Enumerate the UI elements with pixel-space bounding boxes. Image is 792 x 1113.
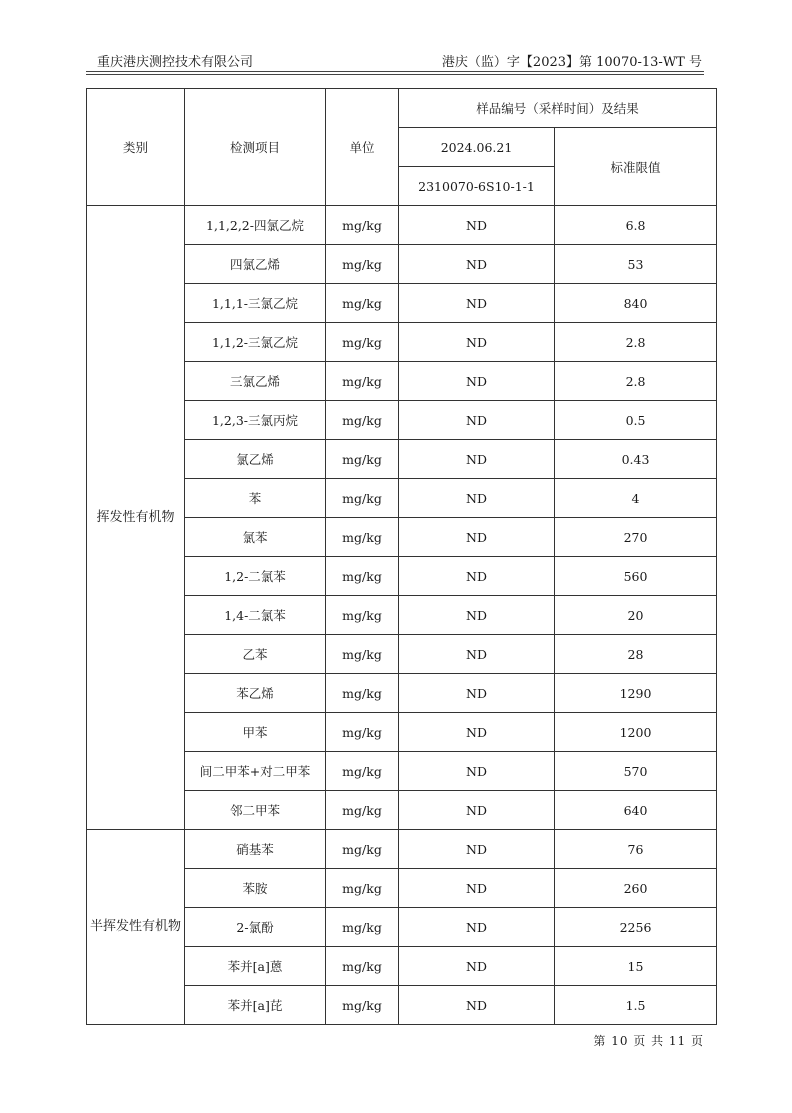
item-cell: 间二甲苯+对二甲苯 [185, 752, 326, 791]
unit-cell: mg/kg [326, 752, 399, 791]
result-cell: ND [399, 986, 555, 1025]
item-cell: 硝基苯 [185, 830, 326, 869]
unit-cell: mg/kg [326, 986, 399, 1025]
item-cell: 甲苯 [185, 713, 326, 752]
limit-cell: 260 [555, 869, 717, 908]
unit-cell: mg/kg [326, 518, 399, 557]
result-cell: ND [399, 908, 555, 947]
limit-cell: 560 [555, 557, 717, 596]
result-cell: ND [399, 206, 555, 245]
limit-cell: 76 [555, 830, 717, 869]
header-unit: 单位 [326, 89, 399, 206]
result-cell: ND [399, 479, 555, 518]
table-row [87, 206, 717, 245]
limit-cell: 28 [555, 635, 717, 674]
result-cell: ND [399, 947, 555, 986]
unit-cell: mg/kg [326, 401, 399, 440]
result-cell: ND [399, 674, 555, 713]
item-cell: 1,4-二氯苯 [185, 596, 326, 635]
limit-cell: 20 [555, 596, 717, 635]
item-cell: 2-氯酚 [185, 908, 326, 947]
limit-cell: 6.8 [555, 206, 717, 245]
limit-cell: 15 [555, 947, 717, 986]
result-cell: ND [399, 518, 555, 557]
unit-cell: mg/kg [326, 713, 399, 752]
limit-cell: 270 [555, 518, 717, 557]
unit-cell: mg/kg [326, 557, 399, 596]
unit-cell: mg/kg [326, 908, 399, 947]
item-cell: 氯乙烯 [185, 440, 326, 479]
unit-cell: mg/kg [326, 362, 399, 401]
limit-cell: 1200 [555, 713, 717, 752]
header-item: 检测项目 [185, 89, 326, 206]
item-cell: 1,1,2,2-四氯乙烷 [185, 206, 326, 245]
unit-cell: mg/kg [326, 596, 399, 635]
result-cell: ND [399, 557, 555, 596]
limit-cell: 2256 [555, 908, 717, 947]
limit-cell: 0.43 [555, 440, 717, 479]
unit-cell: mg/kg [326, 245, 399, 284]
category-cell: 半挥发性有机物 [87, 830, 185, 1025]
limit-cell: 53 [555, 245, 717, 284]
item-cell: 苯胺 [185, 869, 326, 908]
results-table [86, 88, 717, 1025]
result-cell: ND [399, 869, 555, 908]
unit-cell: mg/kg [326, 635, 399, 674]
page-number: 第 10 页 共 11 页 [593, 1034, 704, 1048]
limit-cell: 2.8 [555, 362, 717, 401]
result-cell: ND [399, 713, 555, 752]
company-name: 重庆港庆测控技术有限公司 [97, 55, 254, 70]
item-cell: 1,2,3-三氯丙烷 [185, 401, 326, 440]
unit-cell: mg/kg [326, 791, 399, 830]
header-standard-limit: 标准限值 [555, 128, 717, 206]
item-cell: 邻二甲苯 [185, 791, 326, 830]
unit-cell: mg/kg [326, 284, 399, 323]
item-cell: 氯苯 [185, 518, 326, 557]
result-cell: ND [399, 401, 555, 440]
unit-cell: mg/kg [326, 440, 399, 479]
limit-cell: 0.5 [555, 401, 717, 440]
result-cell: ND [399, 362, 555, 401]
result-cell: ND [399, 791, 555, 830]
header-sample-id: 2310070-6S10-1-1 [399, 167, 555, 206]
unit-cell: mg/kg [326, 869, 399, 908]
limit-cell: 1290 [555, 674, 717, 713]
item-cell: 苯乙烯 [185, 674, 326, 713]
result-cell: ND [399, 596, 555, 635]
limit-cell: 2.8 [555, 323, 717, 362]
item-cell: 四氯乙烯 [185, 245, 326, 284]
header-sample-group: 样品编号（采样时间）及结果 [399, 89, 717, 128]
unit-cell: mg/kg [326, 479, 399, 518]
header-divider-secondary [86, 74, 704, 75]
category-cell: 挥发性有机物 [87, 206, 185, 830]
unit-cell: mg/kg [326, 830, 399, 869]
item-cell: 乙苯 [185, 635, 326, 674]
unit-cell: mg/kg [326, 206, 399, 245]
item-cell: 1,2-二氯苯 [185, 557, 326, 596]
header-divider [86, 71, 704, 72]
item-cell: 三氯乙烯 [185, 362, 326, 401]
result-cell: ND [399, 284, 555, 323]
item-cell: 1,1,2-三氯乙烷 [185, 323, 326, 362]
result-cell: ND [399, 752, 555, 791]
result-cell: ND [399, 323, 555, 362]
report-number: 港庆（监）字【2023】第 10070-13-WT 号 [441, 55, 702, 70]
limit-cell: 840 [555, 284, 717, 323]
result-cell: ND [399, 830, 555, 869]
header-sample-date: 2024.06.21 [399, 128, 555, 167]
table-header-row [87, 89, 717, 128]
item-cell: 苯 [185, 479, 326, 518]
unit-cell: mg/kg [326, 947, 399, 986]
limit-cell: 4 [555, 479, 717, 518]
result-cell: ND [399, 245, 555, 284]
item-cell: 苯并[a]芘 [185, 986, 326, 1025]
header-category: 类别 [87, 89, 185, 206]
limit-cell: 1.5 [555, 986, 717, 1025]
item-cell: 苯并[a]蒽 [185, 947, 326, 986]
table-row [87, 830, 717, 869]
unit-cell: mg/kg [326, 674, 399, 713]
limit-cell: 570 [555, 752, 717, 791]
unit-cell: mg/kg [326, 323, 399, 362]
item-cell: 1,1,1-三氯乙烷 [185, 284, 326, 323]
limit-cell: 640 [555, 791, 717, 830]
result-cell: ND [399, 635, 555, 674]
result-cell: ND [399, 440, 555, 479]
